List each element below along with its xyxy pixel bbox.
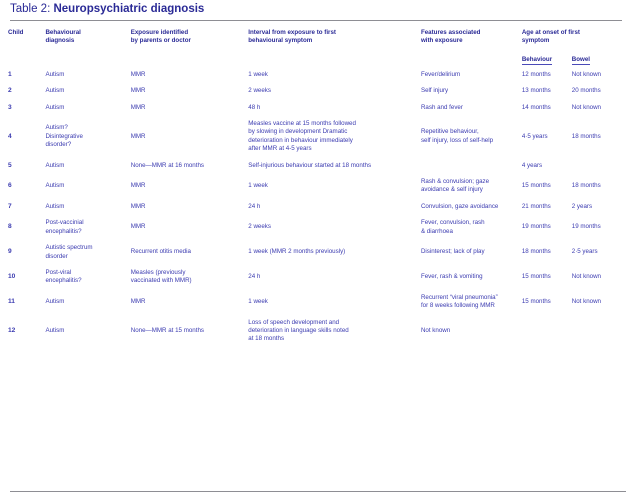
cell-behaviour: 4·5 years <box>521 132 548 140</box>
cell-child: 8 <box>8 223 12 231</box>
column-header-behavioural-diagnosis <box>45 21 130 48</box>
column-header-behavioural-diagnosis-line1: Behavioural <box>45 29 81 36</box>
cell-features: Fever/delirium <box>420 70 461 78</box>
table-header <box>8 21 628 67</box>
cell-exposure: MMR <box>130 132 146 140</box>
column-header-features-line2: with exposure <box>420 37 463 45</box>
cell-diagnosis: Autism <box>45 182 65 190</box>
column-header-child <box>8 21 45 48</box>
cell-child: 6 <box>8 182 12 190</box>
column-header-exposure <box>131 21 249 48</box>
cell-diagnosis: Autism? Disintegrative disorder? <box>45 124 83 149</box>
cell-behaviour: 14 months <box>521 103 551 111</box>
cell-child: 3 <box>8 103 12 111</box>
table-number: Table 2: <box>10 3 51 15</box>
table-row <box>8 83 628 99</box>
cell-diagnosis: Autism <box>45 202 65 210</box>
cell-features: Fever, rash & vomiting <box>420 273 483 281</box>
cell-child: 4 <box>8 132 12 140</box>
sub-header-spacer-exposure <box>131 48 249 67</box>
table-row <box>8 265 628 290</box>
column-header-behavioural-diagnosis-line2: diagnosis <box>45 37 75 45</box>
cell-interval: Loss of speech development and deterioration in language skills noted at 18 months <box>248 318 349 343</box>
cell-bowel: 2·5 years <box>571 248 598 256</box>
cell-diagnosis: Post-vaccinial encephalitis? <box>45 219 84 235</box>
table-row <box>8 315 628 348</box>
table-row <box>8 215 628 240</box>
cell-features: Disinterest; lack of play <box>420 248 485 256</box>
table-row <box>8 240 628 265</box>
cell-behaviour: 18 months <box>521 248 551 256</box>
column-header-features-line1: Features associated <box>420 29 481 36</box>
table-row <box>8 158 628 174</box>
cell-bowel: 2 years <box>571 202 593 210</box>
column-header-exposure-line1: Exposure identified <box>130 29 189 36</box>
cell-bowel: Not known <box>571 70 601 78</box>
cell-interval: 1 week <box>248 182 268 190</box>
column-header-age-at-onset-line1: Age at onset of first <box>521 29 580 36</box>
column-header-features <box>421 21 522 48</box>
cell-diagnosis: Post-viral encephalitis? <box>45 268 82 285</box>
column-header-exposure-line2: by parents or doctor <box>130 37 191 45</box>
cell-diagnosis: Autism <box>45 297 65 305</box>
cell-features: Convulsion, gaze avoidance <box>420 202 499 210</box>
cell-exposure: None—MMR at 15 months <box>130 326 204 334</box>
cell-interval: Self-injurious behaviour started at 18 months <box>248 161 372 169</box>
cell-features: Rash & convulsion; gaze avoidance & self injury <box>420 178 490 194</box>
column-header-age-at-onset-line2: symptom <box>521 37 550 45</box>
table-row <box>8 100 628 116</box>
cell-exposure: MMR <box>130 182 146 190</box>
cell-interval: 48 h <box>248 103 261 111</box>
header-row <box>8 21 628 48</box>
cell-interval: 24 h <box>248 273 261 281</box>
cell-bowel <box>572 158 628 174</box>
cell-child: 1 <box>8 70 12 78</box>
cell-diagnosis: Autism <box>45 70 65 78</box>
column-header-interval <box>248 21 421 48</box>
cell-child: 2 <box>8 87 12 95</box>
cell-behaviour: 19 months <box>521 223 551 231</box>
cell-behaviour: 12 months <box>521 70 551 78</box>
cell-bowel: 19 months <box>571 223 601 231</box>
table-bottom-rule <box>10 491 626 492</box>
cell-diagnosis: Autism <box>45 103 65 111</box>
cell-features: Not known <box>420 326 451 334</box>
sub-column-header-behaviour-label: Behaviour <box>521 55 553 63</box>
sub-column-header-bowel <box>572 48 628 67</box>
sub-header-spacer-features <box>421 48 522 67</box>
cell-bowel: Not known <box>571 103 601 111</box>
cell-child: 12 <box>8 326 16 334</box>
cell-behaviour <box>522 315 572 348</box>
cell-behaviour: 4 years <box>521 161 543 169</box>
cell-diagnosis: Autism <box>45 326 65 334</box>
cell-interval: 24 h <box>248 202 261 210</box>
cell-behaviour: 15 months <box>521 273 551 281</box>
cell-bowel: Not known <box>571 273 601 281</box>
sub-column-header-bowel-label: Bowel <box>571 55 590 63</box>
cell-interval: 1 week <box>248 70 268 78</box>
cell-bowel <box>572 315 628 348</box>
cell-interval: 1 week (MMR 2 months previously) <box>248 248 346 256</box>
cell-interval: 2 weeks <box>248 223 271 231</box>
cell-exposure: None—MMR at 16 months <box>130 161 204 169</box>
cell-child: 11 <box>8 297 15 305</box>
cell-child: 9 <box>8 248 12 256</box>
cell-diagnosis: Autistic spectrum disorder <box>45 244 93 260</box>
cell-features: Recurrent “viral pneumonia” for 8 weeks following MMR <box>420 293 498 310</box>
cell-interval: Measles vaccine at 15 months followed by slowing in development Dramatic deterioration in behaviour immediately after MMR at 4-5 years <box>248 120 356 153</box>
table-row <box>8 290 628 315</box>
sub-header-spacer-interval <box>248 48 421 67</box>
table-title-text: Neuropsychiatric diagnosis <box>53 3 205 15</box>
cell-exposure: MMR <box>130 223 146 231</box>
cell-features: Self injury <box>420 87 449 95</box>
sub-header-spacer-child <box>8 48 45 67</box>
cell-features <box>421 158 522 174</box>
cell-exposure: Recurrent otitis media <box>130 248 191 256</box>
cell-exposure: MMR <box>130 70 146 78</box>
cell-behaviour: 13 months <box>521 87 551 95</box>
cell-features: Repetitive behaviour, self injury, loss of self-help <box>420 128 494 144</box>
cell-behaviour: 15 months <box>521 182 551 190</box>
cell-features: Rash and fever <box>420 103 463 111</box>
cell-diagnosis: Autism <box>45 87 65 95</box>
cell-behaviour: 15 months <box>521 297 551 305</box>
table-row <box>8 174 628 199</box>
table-row <box>8 67 628 83</box>
cell-child: 5 <box>8 161 12 169</box>
sub-column-header-behaviour <box>522 48 572 67</box>
cell-bowel: 18 months <box>571 132 601 140</box>
table-row <box>8 199 628 215</box>
cell-diagnosis: Autism <box>45 161 65 169</box>
cell-exposure: MMR <box>130 202 146 210</box>
cell-child: 10 <box>8 273 16 281</box>
sub-header-spacer-diagnosis <box>45 48 130 67</box>
neuropsychiatric-diagnosis-table <box>8 21 628 348</box>
column-header-interval-line1: Interval from exposure to first <box>248 29 336 36</box>
sub-header-row <box>8 48 628 67</box>
cell-features: Fever, convulsion, rash & diarrhoea <box>420 219 485 235</box>
cell-bowel: Not known <box>571 297 601 305</box>
cell-exposure: MMR <box>130 103 146 111</box>
table-row <box>8 116 628 158</box>
cell-bowel: 20 months <box>571 87 601 95</box>
cell-behaviour: 21 months <box>521 202 551 210</box>
table-body <box>8 67 628 348</box>
cell-exposure: Measles (previously vaccinated with MMR) <box>130 268 192 285</box>
column-header-age-at-onset <box>522 21 628 48</box>
cell-interval: 2 weeks <box>248 87 271 95</box>
cell-exposure: MMR <box>130 297 146 305</box>
cell-exposure: MMR <box>130 87 146 95</box>
column-header-interval-line2: behavioural symptom <box>248 37 313 45</box>
table-title <box>8 0 628 19</box>
cell-interval: 1 week <box>248 297 268 305</box>
cell-child: 7 <box>8 202 12 210</box>
column-header-child-label: Child <box>8 29 24 36</box>
cell-bowel: 18 months <box>571 182 601 190</box>
